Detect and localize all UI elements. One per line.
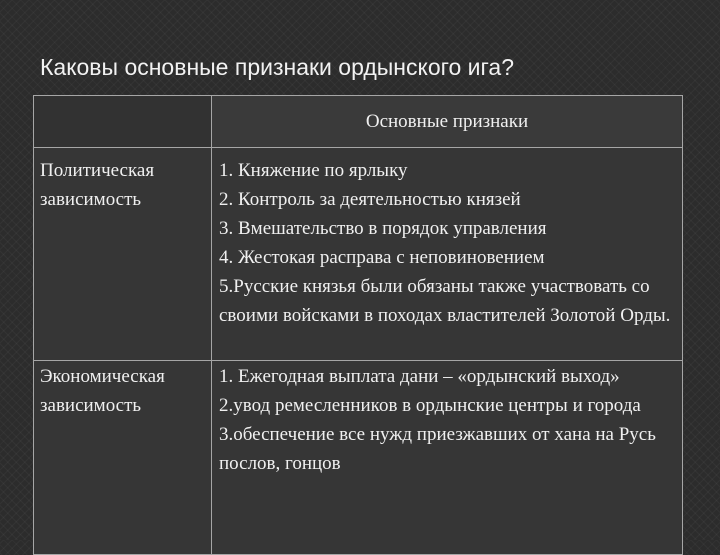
- political-features-list: [212, 148, 683, 361]
- list-item: 1. Ежегодная выплата дани – «ордынский выход»: [219, 366, 620, 387]
- list-item: 3. Вмешательство в порядок управления: [219, 218, 547, 239]
- features-table: [33, 95, 683, 555]
- list-item: 3.обеспечение все нужд приезжавших от хана на Русь послов, гонцов: [219, 424, 656, 474]
- list-item: 2. Контроль за деятельностью князей: [219, 189, 521, 210]
- row-label-economic: [34, 361, 212, 555]
- table-row: [34, 361, 683, 555]
- list-item: 5.Русские князья были обязаны также участвовать со своими войсками в походах властителей Золотой Орды.: [219, 276, 671, 326]
- list-item: 2.увод ремесленников в ордынские центры и города: [219, 395, 641, 416]
- row-label-line: Политическая: [40, 160, 155, 181]
- row-label-political: [34, 148, 212, 361]
- row-label-line: зависимость: [40, 189, 142, 210]
- list-item: 4. Жестокая расправа с неповиновением: [219, 247, 545, 268]
- header-main-features: Основные признаки: [212, 96, 683, 148]
- economic-features-list: [212, 361, 683, 555]
- empty-corner-cell: [34, 96, 212, 148]
- table-row: [34, 148, 683, 361]
- table-header-row: [34, 96, 683, 148]
- row-label-line: зависимость: [40, 395, 142, 416]
- slide-title: Каковы основные признаки ордынского ига?: [40, 54, 514, 80]
- list-item: 1. Княжение по ярлыку: [219, 160, 408, 181]
- row-label-line: Экономическая: [40, 366, 165, 387]
